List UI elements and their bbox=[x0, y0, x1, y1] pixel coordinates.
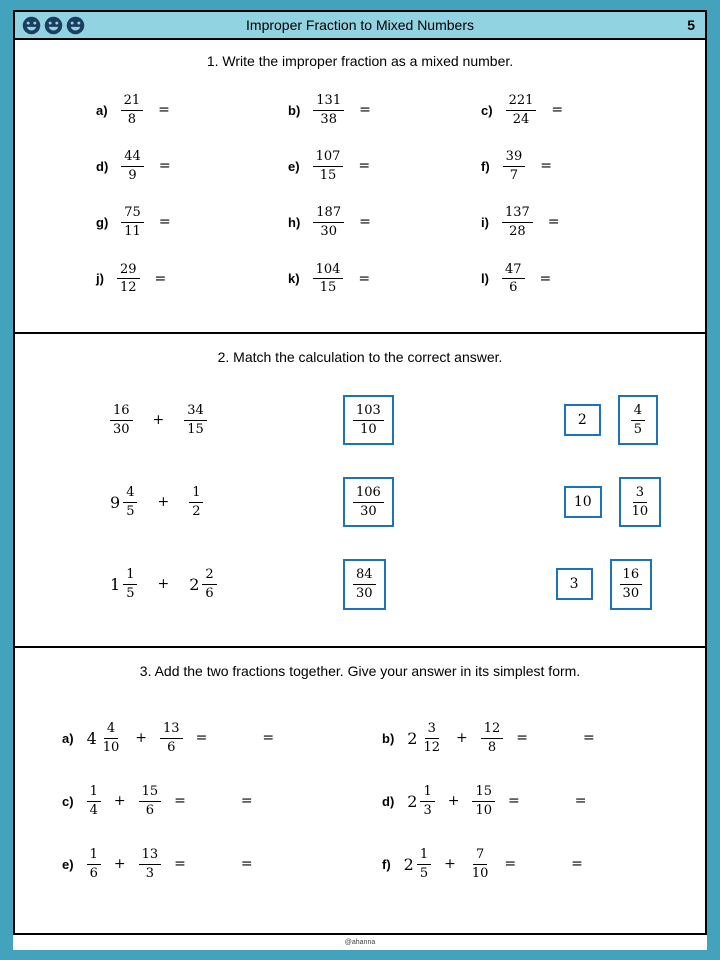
numerator: 44 bbox=[121, 149, 144, 167]
s1-problem-k bbox=[288, 262, 481, 296]
mixed-number bbox=[407, 721, 443, 755]
s3-problem-b bbox=[382, 721, 695, 755]
section-3 bbox=[15, 648, 705, 933]
s1-problem-j bbox=[96, 262, 288, 296]
denominator: 24 bbox=[512, 111, 530, 127]
numerator: 15 bbox=[472, 784, 495, 802]
s3-problem-d bbox=[382, 784, 695, 818]
numerator: 16 bbox=[110, 403, 133, 421]
sum-fraction bbox=[353, 403, 384, 437]
second-fraction bbox=[472, 784, 495, 818]
fraction-operand bbox=[87, 847, 101, 881]
plus-sign: + bbox=[152, 412, 165, 429]
equals-sign: = bbox=[358, 270, 371, 287]
equals-sign: = bbox=[571, 856, 583, 873]
fraction bbox=[202, 567, 216, 601]
whole-number: 4 bbox=[86, 728, 97, 748]
fraction bbox=[184, 403, 207, 437]
smiley-logo bbox=[21, 15, 91, 36]
numerator: 4 bbox=[104, 721, 118, 739]
numerator: 131 bbox=[313, 93, 344, 111]
s1-problem-b bbox=[288, 93, 481, 127]
answer-whole-box: 2 bbox=[564, 404, 601, 436]
worksheet-content bbox=[15, 40, 705, 933]
whole-number: 2 bbox=[407, 791, 418, 811]
equals-sign: = bbox=[195, 730, 208, 747]
fraction bbox=[123, 567, 137, 601]
numerator: 1 bbox=[420, 784, 434, 802]
denominator: 3 bbox=[423, 802, 432, 818]
improper-fraction bbox=[503, 149, 526, 183]
denominator: 10 bbox=[475, 802, 493, 818]
s1-problem-h bbox=[288, 205, 481, 239]
denominator: 6 bbox=[509, 280, 518, 296]
sum-fraction bbox=[353, 567, 376, 601]
fraction-operand bbox=[184, 403, 207, 437]
answer-whole-box: 3 bbox=[556, 568, 593, 600]
equals-sign: = bbox=[574, 793, 587, 810]
improper-fraction bbox=[121, 93, 144, 127]
plus-sign: + bbox=[157, 576, 170, 593]
improper-fraction bbox=[502, 262, 525, 296]
denominator: 8 bbox=[487, 739, 497, 755]
plus-sign: + bbox=[456, 730, 468, 747]
s3-problem-a bbox=[62, 721, 382, 755]
improper-fraction bbox=[313, 93, 344, 127]
numerator: 103 bbox=[353, 403, 384, 421]
equals-sign: = bbox=[359, 102, 371, 119]
answer-pair bbox=[564, 477, 661, 527]
problem-label: i) bbox=[481, 214, 489, 230]
calculation bbox=[110, 485, 343, 519]
equals-sign: = bbox=[174, 793, 186, 810]
problem-label: e) bbox=[62, 856, 74, 872]
mixed-number bbox=[407, 784, 434, 818]
denominator: 5 bbox=[633, 421, 642, 437]
denominator: 6 bbox=[167, 739, 176, 755]
page-number: 5 bbox=[687, 17, 695, 33]
section3-instruction: 3. Add the two fractions together. Give your answer in its simplest form. bbox=[139, 663, 581, 679]
problem-label: l) bbox=[481, 271, 489, 287]
denominator: 4 bbox=[89, 802, 98, 818]
answer-pair bbox=[564, 395, 658, 445]
smiley-icon bbox=[43, 15, 64, 36]
equals-sign: = bbox=[583, 730, 595, 747]
numerator: 13 bbox=[160, 721, 183, 739]
second-fraction bbox=[481, 721, 504, 755]
match-row-3 bbox=[15, 559, 705, 609]
equals-sign: = bbox=[504, 856, 517, 873]
equals-sign: = bbox=[516, 730, 529, 747]
fraction bbox=[189, 485, 203, 519]
numerator: 75 bbox=[121, 205, 144, 223]
equals-sign: = bbox=[540, 158, 552, 175]
section1-instruction: 1. Write the improper fraction as a mixed number. bbox=[206, 53, 514, 69]
answer-fraction bbox=[631, 403, 645, 437]
numerator: 16 bbox=[620, 567, 643, 585]
denominator: 15 bbox=[319, 280, 337, 296]
denominator: 11 bbox=[124, 223, 141, 239]
equals-sign: = bbox=[158, 158, 171, 175]
numerator: 221 bbox=[506, 93, 537, 111]
problem-label: b) bbox=[288, 102, 301, 118]
equals-sign: = bbox=[240, 856, 253, 873]
numerator: 29 bbox=[117, 262, 140, 280]
smiley-icon bbox=[21, 15, 42, 36]
denominator: 10 bbox=[631, 503, 649, 519]
sum-box bbox=[343, 477, 394, 527]
numerator: 7 bbox=[473, 847, 487, 865]
numerator: 1 bbox=[87, 847, 101, 865]
equals-sign: = bbox=[154, 270, 167, 287]
section-1 bbox=[15, 40, 705, 332]
problem-label: b) bbox=[382, 730, 395, 746]
improper-fraction bbox=[506, 93, 537, 127]
numerator: 34 bbox=[184, 403, 207, 421]
problem-label: c) bbox=[481, 102, 493, 118]
numerator: 13 bbox=[139, 847, 162, 865]
answer-fraction bbox=[629, 485, 652, 519]
denominator: 3 bbox=[145, 865, 154, 881]
numerator: 1 bbox=[123, 567, 137, 585]
equals-sign: = bbox=[539, 270, 552, 287]
improper-fraction bbox=[121, 205, 144, 239]
s1-problem-g bbox=[96, 205, 288, 239]
numerator: 1 bbox=[189, 485, 203, 503]
numerator: 3 bbox=[425, 721, 439, 739]
numerator: 12 bbox=[481, 721, 504, 739]
whole-number: 1 bbox=[110, 574, 121, 594]
smiley-icon bbox=[65, 15, 86, 36]
s1-problem-f bbox=[481, 149, 695, 183]
denominator: 15 bbox=[319, 167, 337, 183]
problem-label: c) bbox=[62, 793, 74, 809]
match-row-2 bbox=[15, 477, 705, 527]
mixed-number bbox=[189, 567, 216, 601]
s1-problem-d bbox=[96, 149, 288, 183]
numerator: 107 bbox=[313, 149, 344, 167]
denominator: 28 bbox=[509, 223, 526, 239]
fraction bbox=[100, 721, 123, 755]
s1-problem-c bbox=[481, 93, 695, 127]
improper-fraction bbox=[502, 205, 533, 239]
numerator: 187 bbox=[313, 205, 344, 223]
s1-problem-l bbox=[481, 262, 695, 296]
denominator: 9 bbox=[128, 167, 137, 183]
denominator: 10 bbox=[102, 739, 120, 755]
whole-number: 2 bbox=[403, 854, 414, 874]
problem-label: d) bbox=[96, 158, 109, 174]
s3-problem-c bbox=[62, 784, 382, 818]
denominator: 30 bbox=[622, 585, 640, 601]
s1-problem-e bbox=[288, 149, 481, 183]
answer-fraction-box bbox=[618, 395, 658, 445]
answer-fraction bbox=[620, 567, 643, 601]
plus-sign: + bbox=[447, 793, 460, 810]
numerator: 4 bbox=[631, 403, 645, 421]
s3-problem-e bbox=[62, 847, 382, 881]
fraction bbox=[420, 721, 443, 755]
plus-sign: + bbox=[157, 494, 170, 511]
denominator: 30 bbox=[360, 503, 377, 519]
denominator: 38 bbox=[320, 111, 337, 127]
section1-problems bbox=[15, 77, 705, 296]
denominator: 15 bbox=[187, 421, 204, 437]
problem-label: f) bbox=[382, 856, 391, 872]
equals-sign: = bbox=[158, 102, 170, 119]
denominator: 6 bbox=[205, 585, 214, 601]
denominator: 5 bbox=[419, 865, 429, 881]
mixed-number bbox=[110, 485, 137, 519]
denominator: 6 bbox=[89, 865, 98, 881]
problem-label: k) bbox=[288, 271, 300, 287]
denominator: 10 bbox=[360, 421, 377, 437]
fraction bbox=[123, 485, 137, 519]
second-fraction bbox=[160, 721, 183, 755]
answer-fraction-box bbox=[619, 477, 662, 527]
fraction-operand bbox=[189, 485, 203, 519]
header-bar bbox=[15, 12, 705, 40]
second-fraction bbox=[139, 847, 162, 881]
problem-label: d) bbox=[382, 793, 395, 809]
s1-problem-a bbox=[96, 93, 288, 127]
numerator: 84 bbox=[353, 567, 376, 585]
improper-fraction bbox=[313, 205, 344, 239]
section-2 bbox=[15, 334, 705, 646]
sum-box bbox=[343, 559, 386, 609]
denominator: 30 bbox=[356, 585, 373, 601]
equals-sign: = bbox=[551, 102, 564, 119]
numerator: 15 bbox=[139, 784, 162, 802]
equals-sign: = bbox=[262, 730, 275, 747]
problem-label: h) bbox=[288, 214, 301, 230]
denominator: 30 bbox=[320, 223, 337, 239]
s3-problem-f bbox=[382, 847, 695, 881]
denominator: 12 bbox=[423, 739, 441, 755]
numerator: 47 bbox=[502, 262, 525, 280]
numerator: 106 bbox=[353, 485, 384, 503]
problem-label: f) bbox=[481, 158, 490, 174]
section3-problems bbox=[15, 679, 705, 882]
equals-sign: = bbox=[158, 214, 171, 231]
improper-fraction bbox=[313, 149, 344, 183]
plus-sign: + bbox=[113, 793, 126, 810]
equals-sign: = bbox=[358, 158, 371, 175]
equals-sign: = bbox=[174, 856, 186, 873]
calculation bbox=[110, 567, 343, 601]
match-row-1 bbox=[15, 395, 705, 445]
fraction bbox=[417, 847, 431, 881]
fraction bbox=[110, 403, 133, 437]
sum-fraction bbox=[353, 485, 384, 519]
denominator: 5 bbox=[126, 503, 135, 519]
numerator: 104 bbox=[313, 262, 344, 280]
numerator: 1 bbox=[87, 784, 101, 802]
section2-rows bbox=[15, 365, 705, 610]
plus-sign: + bbox=[113, 856, 126, 873]
whole-number: 2 bbox=[189, 574, 200, 594]
fraction bbox=[87, 784, 101, 818]
denominator: 8 bbox=[127, 111, 136, 127]
problem-label: e) bbox=[288, 158, 300, 174]
problem-label: g) bbox=[96, 214, 109, 230]
plus-sign: + bbox=[444, 856, 456, 873]
sum-box bbox=[343, 395, 394, 445]
answer-fraction-box bbox=[610, 559, 653, 609]
denominator: 12 bbox=[119, 280, 137, 296]
problem-label: j) bbox=[96, 271, 104, 287]
section2-instruction: 2. Match the calculation to the correct answer. bbox=[217, 349, 503, 365]
mixed-number bbox=[110, 567, 137, 601]
worksheet-title: Improper Fraction to Mixed Numbers bbox=[246, 17, 474, 33]
denominator: 7 bbox=[509, 167, 519, 183]
whole-number: 9 bbox=[110, 492, 121, 512]
footer-credit: @ahanna bbox=[13, 935, 707, 950]
improper-fraction bbox=[313, 262, 344, 296]
plus-sign: + bbox=[135, 730, 148, 747]
mixed-number bbox=[87, 721, 123, 755]
mixed-number bbox=[404, 847, 431, 881]
fraction-operand bbox=[87, 784, 101, 818]
equals-sign: = bbox=[547, 214, 560, 231]
denominator: 6 bbox=[145, 802, 154, 818]
numerator: 1 bbox=[417, 847, 431, 865]
denominator: 10 bbox=[471, 865, 489, 881]
calculation bbox=[110, 403, 343, 437]
equals-sign: = bbox=[359, 214, 371, 231]
numerator: 21 bbox=[121, 93, 144, 111]
numerator: 2 bbox=[202, 567, 216, 585]
equals-sign: = bbox=[240, 793, 253, 810]
problem-label: a) bbox=[96, 102, 108, 118]
denominator: 5 bbox=[126, 585, 135, 601]
problem-label: a) bbox=[62, 730, 74, 746]
numerator: 137 bbox=[502, 205, 533, 223]
fraction bbox=[420, 784, 434, 818]
whole-number: 2 bbox=[407, 728, 418, 748]
s1-problem-i bbox=[481, 205, 695, 239]
numerator: 4 bbox=[123, 485, 137, 503]
denominator: 30 bbox=[113, 421, 130, 437]
fraction bbox=[87, 847, 101, 881]
numerator: 3 bbox=[633, 485, 647, 503]
second-fraction bbox=[139, 784, 162, 818]
answer-whole-box: 10 bbox=[564, 486, 602, 518]
fraction-operand bbox=[110, 403, 133, 437]
second-fraction bbox=[469, 847, 492, 881]
denominator: 2 bbox=[192, 503, 201, 519]
improper-fraction bbox=[121, 149, 144, 183]
numerator: 39 bbox=[503, 149, 526, 167]
answer-pair bbox=[556, 559, 653, 609]
improper-fraction bbox=[117, 262, 140, 296]
equals-sign: = bbox=[508, 793, 520, 810]
worksheet-page bbox=[13, 10, 707, 935]
